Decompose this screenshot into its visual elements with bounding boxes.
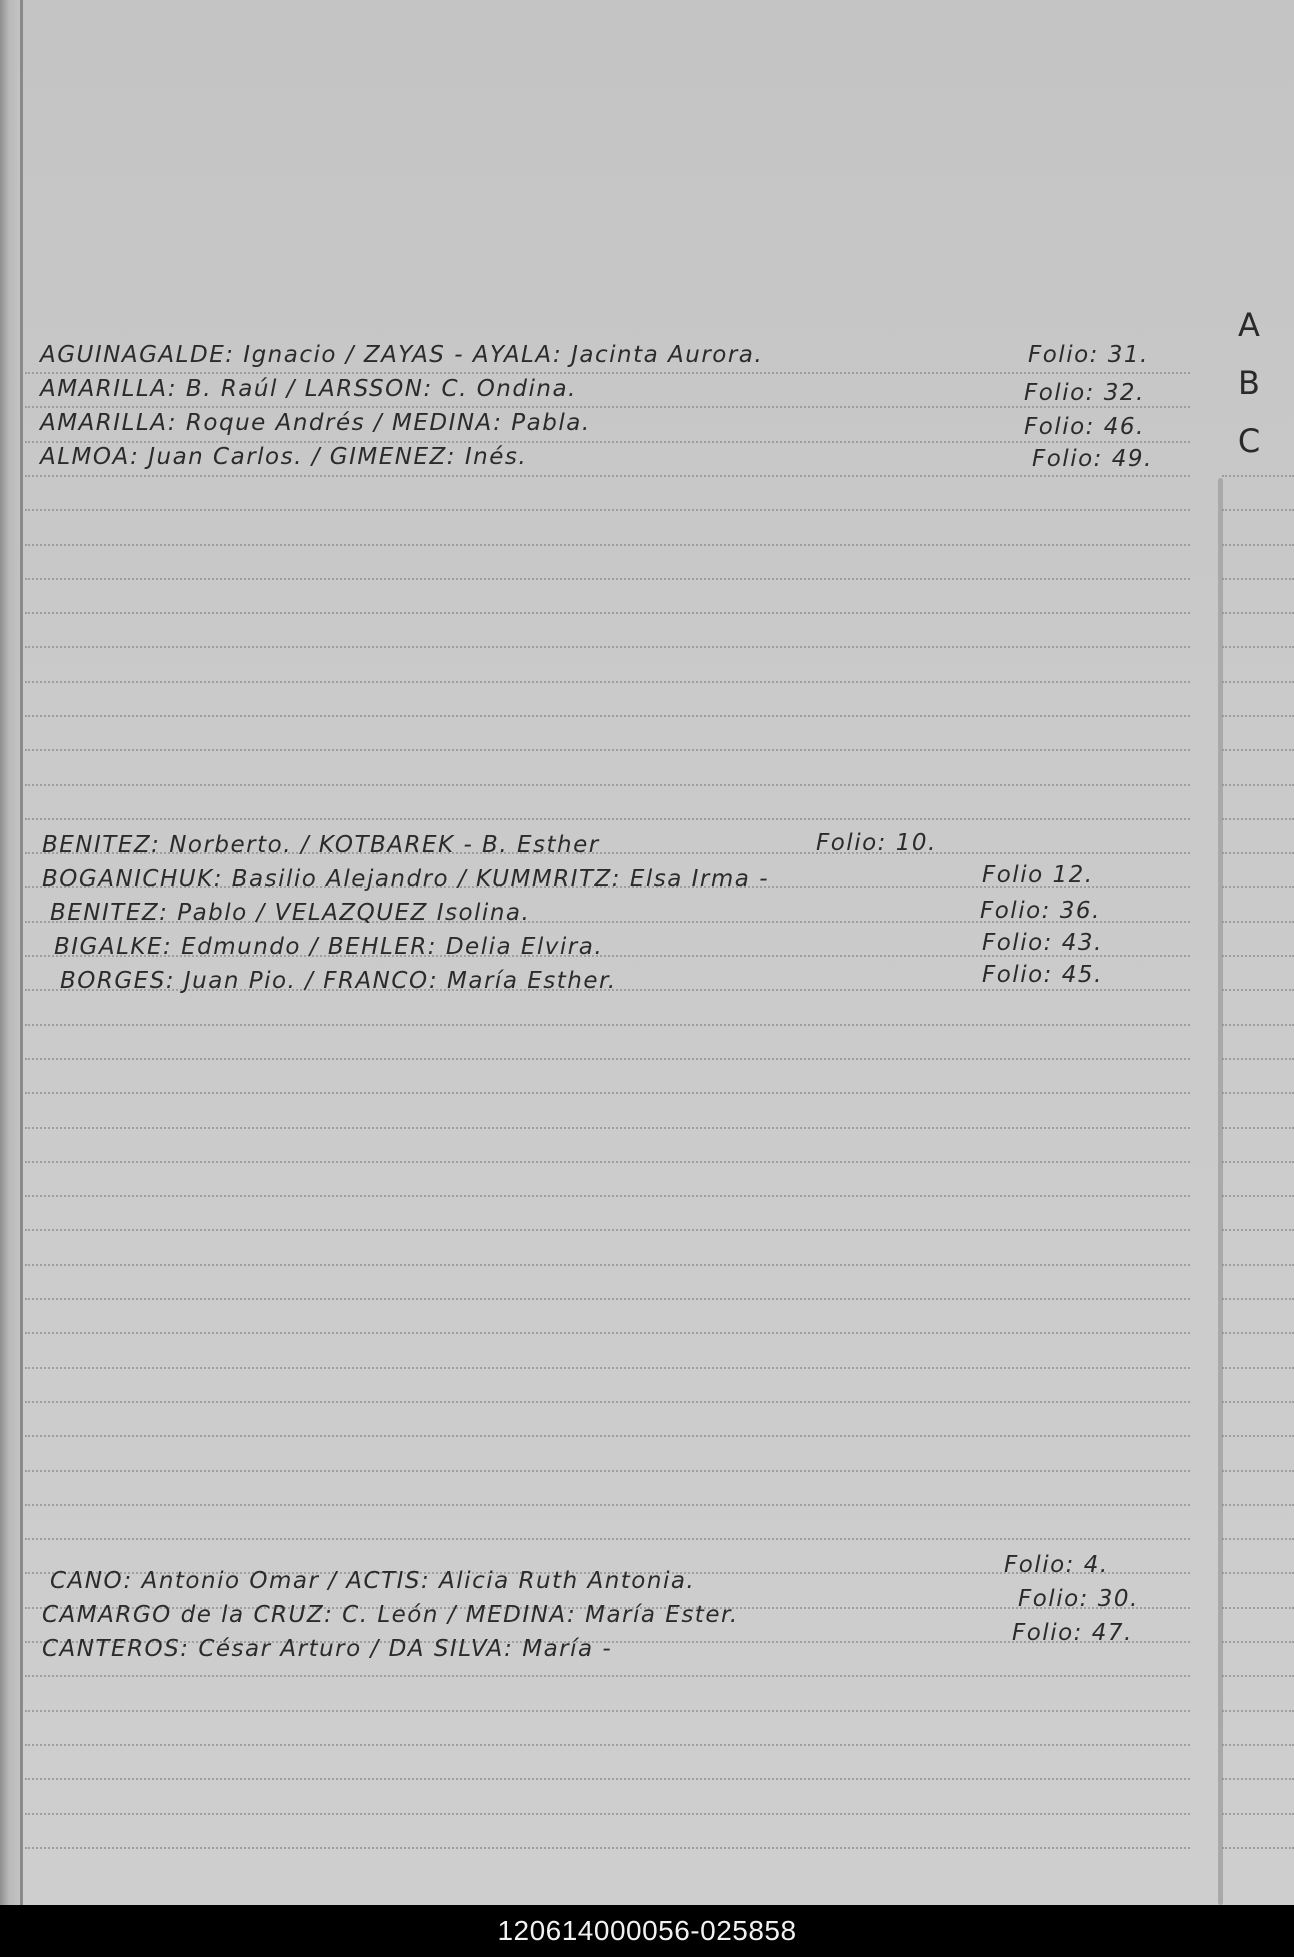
tab-ruled-line [1222,681,1294,683]
tab-ruled-line [1222,1504,1294,1506]
tab-ruled-line [1222,1298,1294,1300]
tab-ruled-line [1222,509,1294,511]
folio-label: Folio: 10. [816,830,937,856]
entry-row: AMARILLA: Roque Andrés / MEDINA: Pabla. [40,410,591,436]
ruled-line [25,475,1190,477]
ruled-line [25,1401,1190,1403]
ruled-line [25,1744,1190,1746]
tab-ruled-line [1222,1538,1294,1540]
ruled-line [25,612,1190,614]
entry-row: AGUINAGALDE: Ignacio / ZAYAS - AYALA: Jacinta Aurora. [40,342,764,368]
ruled-line [25,372,1190,374]
tab-ruled-line [1222,1813,1294,1815]
ruled-line [25,1504,1190,1506]
tab-ruled-line [1222,1607,1294,1609]
ruled-line [25,1538,1190,1540]
ruled-line [25,1024,1190,1026]
entry-row: CAMARGO de la CRUZ: C. León / MEDINA: María Ester. [42,1602,739,1628]
folio-label: Folio: 49. [1032,446,1153,472]
ruled-line [25,1332,1190,1334]
index-tab-c: C [1237,422,1261,460]
page-binding [0,0,22,1905]
tab-ruled-line [1222,1435,1294,1437]
ruled-line [25,1847,1190,1849]
ruled-line [25,1127,1190,1129]
ruled-line [25,1195,1190,1197]
ruled-line [25,441,1190,443]
tab-ruled-line [1222,784,1294,786]
entry-row: CANO: Antonio Omar / ACTIS: Alicia Ruth Antonia. [50,1568,696,1594]
ruled-line [25,1092,1190,1094]
ruled-line [25,406,1190,408]
tab-ruled-line [1222,1401,1294,1403]
binding-edge [20,0,23,1905]
ruled-line [25,1778,1190,1780]
tab-ruled-line [1222,715,1294,717]
ruled-line [25,509,1190,511]
tab-ruled-line [1222,1572,1294,1574]
tab-ruled-line [1222,1710,1294,1712]
entry-row: ALMOA: Juan Carlos. / GIMENEZ: Inés. [40,444,528,470]
folio-label: Folio: 36. [980,898,1101,924]
entry-row: AMARILLA: B. Raúl / LARSSON: C. Ondina. [40,376,577,402]
tab-ruled-line [1222,1675,1294,1677]
ruled-line [25,749,1190,751]
entry-row: CANTEROS: César Arturo / DA SILVA: María - [42,1636,613,1662]
tab-ruled-line [1222,578,1294,580]
tab-ruled-line [1222,1024,1294,1026]
folio-label: Folio: 45. [982,962,1103,988]
folio-label: Folio: 47. [1012,1620,1133,1646]
ruled-line [25,1813,1190,1815]
entry-row: BENITEZ: Norberto. / KOTBAREK - B. Esther [42,832,600,858]
ruled-line [25,681,1190,683]
ruled-line [25,578,1190,580]
tab-ruled-line [1222,1127,1294,1129]
tab-ruled-line [1222,544,1294,546]
folio-label: Folio: 30. [1018,1586,1139,1612]
tab-ruled-line [1222,1744,1294,1746]
ruled-line [25,1367,1190,1369]
entry-row: BENITEZ: Pablo / VELAZQUEZ Isolina. [50,900,531,926]
tab-ruled-line [1222,955,1294,957]
ruled-line [25,715,1190,717]
folio-label: Folio: 31. [1028,342,1149,368]
tab-ruled-line [1222,1092,1294,1094]
tab-ruled-line [1222,1641,1294,1643]
tab-ruled-line [1222,1195,1294,1197]
entry-row: BORGES: Juan Pio. / FRANCO: María Esther. [60,968,617,994]
index-tab-a: A [1238,306,1260,344]
tab-ruled-line [1222,1332,1294,1334]
ruled-line [25,1710,1190,1712]
ruled-line [25,1161,1190,1163]
tab-ruled-line [1222,886,1294,888]
tab-ruled-line [1222,921,1294,923]
tab-ruled-line [1222,1778,1294,1780]
ruled-line [25,818,1190,820]
tab-ruled-line [1222,1847,1294,1849]
tab-ruled-line [1222,1058,1294,1060]
tab-ruled-line [1222,475,1294,477]
ruled-line [25,1229,1190,1231]
index-tab-b: B [1238,364,1260,402]
index-tab-strip [1218,478,1223,1905]
ruled-line [25,1264,1190,1266]
folio-label: Folio: 32. [1024,380,1145,406]
entry-row: BIGALKE: Edmundo / BEHLER: Delia Elvira. [54,934,604,960]
tab-ruled-line [1222,852,1294,854]
entry-row: BOGANICHUK: Basilio Alejandro / KUMMRITZ: Elsa Irma - [42,866,769,892]
ruled-line [25,1675,1190,1677]
folio-label: Folio: 43. [982,930,1103,956]
scan-footer [0,1905,1294,1957]
tab-ruled-line [1222,749,1294,751]
ruled-line [25,1298,1190,1300]
tab-ruled-line [1222,818,1294,820]
ruled-line [25,1435,1190,1437]
tab-ruled-line [1222,1367,1294,1369]
tab-ruled-line [1222,646,1294,648]
tab-ruled-line [1222,1161,1294,1163]
ruled-line [25,544,1190,546]
document-id: 120614000056-025858 [497,1915,797,1946]
tab-ruled-line [1222,1264,1294,1266]
ruled-line [25,784,1190,786]
folio-label: Folio: 46. [1024,414,1145,440]
ruled-line [25,646,1190,648]
ruled-line [25,1058,1190,1060]
tab-ruled-line [1222,1229,1294,1231]
folio-label: Folio: 4. [1004,1552,1109,1578]
tab-ruled-line [1222,989,1294,991]
tab-ruled-line [1222,1470,1294,1472]
tab-ruled-line [1222,612,1294,614]
folio-label: Folio 12. [982,862,1094,888]
ruled-line [25,1470,1190,1472]
